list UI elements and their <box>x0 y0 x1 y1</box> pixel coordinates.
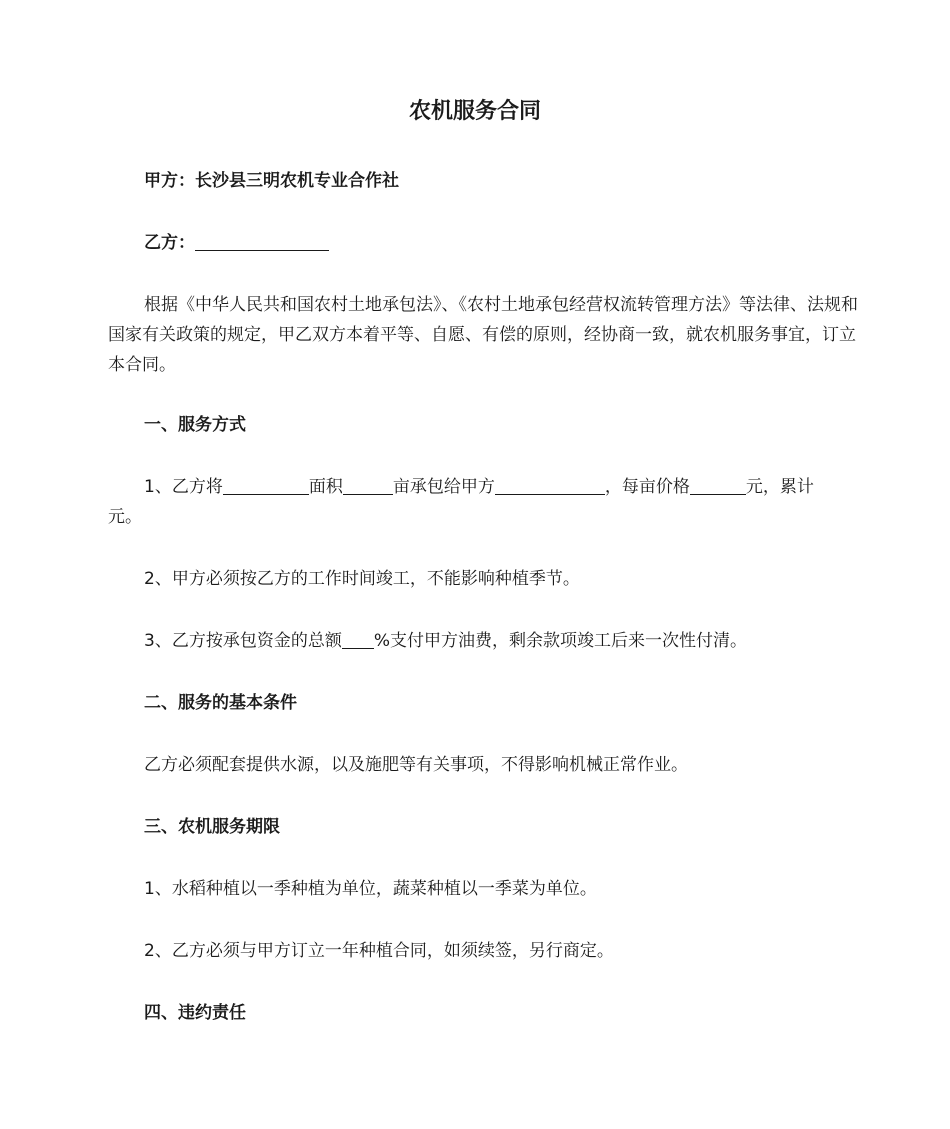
section3-heading: 三、农机服务期限 <box>144 817 280 837</box>
party-b-label: 乙方： <box>144 233 195 253</box>
item1-blank-price <box>690 476 746 495</box>
section3-item1: 1、水稻种植以一季种植为单位，蔬菜种植以一季菜为单位。 <box>144 879 597 899</box>
section2-heading: 二、服务的基本条件 <box>144 693 297 713</box>
item1-part1: 1、乙方将 <box>144 477 223 497</box>
item1-part2: 面积 <box>308 477 343 497</box>
item1-blank-contractor <box>495 476 605 495</box>
section1-item3 <box>108 626 858 656</box>
document-title: 农机服务合同 <box>408 99 541 124</box>
section1-item2: 2、甲方必须按乙方的工作时间竣工，不能影响种植季节。 <box>144 569 580 589</box>
item1-part5: 元，累计 <box>745 477 814 497</box>
item1-blank-location <box>223 476 309 495</box>
section3-item2: 2、乙方必须与甲方订立一年种植合同，如须续签，另行商定。 <box>144 941 614 961</box>
intro-paragraph: 根据《中华人民共和国农村土地承包法》、《农村土地承包经营权流转管理方法》等法律、法规和国家有关政策的规定，甲乙双方本着平等、自愿、有偿的原则，经协商一致，就农机服务事宜，订立本合同。 <box>108 295 858 375</box>
item1-part4: ，每亩价格 <box>604 477 690 497</box>
item1-part3: 亩承包给甲方 <box>392 477 495 497</box>
section1-heading: 一、服务方式 <box>144 415 246 435</box>
item3-part1: 3、乙方按承包资金的总额 <box>144 631 342 651</box>
section1-item1 <box>108 472 858 502</box>
item1-blank-area <box>343 476 393 495</box>
party-b-line <box>108 228 858 258</box>
section1-item1-cont: 元。 <box>108 507 142 527</box>
section2-text: 乙方必须配套提供水源，以及施肥等有关事项，不得影响机械正常作业。 <box>144 755 688 775</box>
item3-blank-percent <box>342 630 374 649</box>
party-b-blank <box>195 232 329 251</box>
section4-heading: 四、违约责任 <box>144 1003 246 1023</box>
item3-part2: %支付甲方油费，剩余款项竣工后来一次性付清。 <box>373 631 747 651</box>
party-a-line: 甲方：长沙县三明农机专业合作社 <box>144 171 399 191</box>
